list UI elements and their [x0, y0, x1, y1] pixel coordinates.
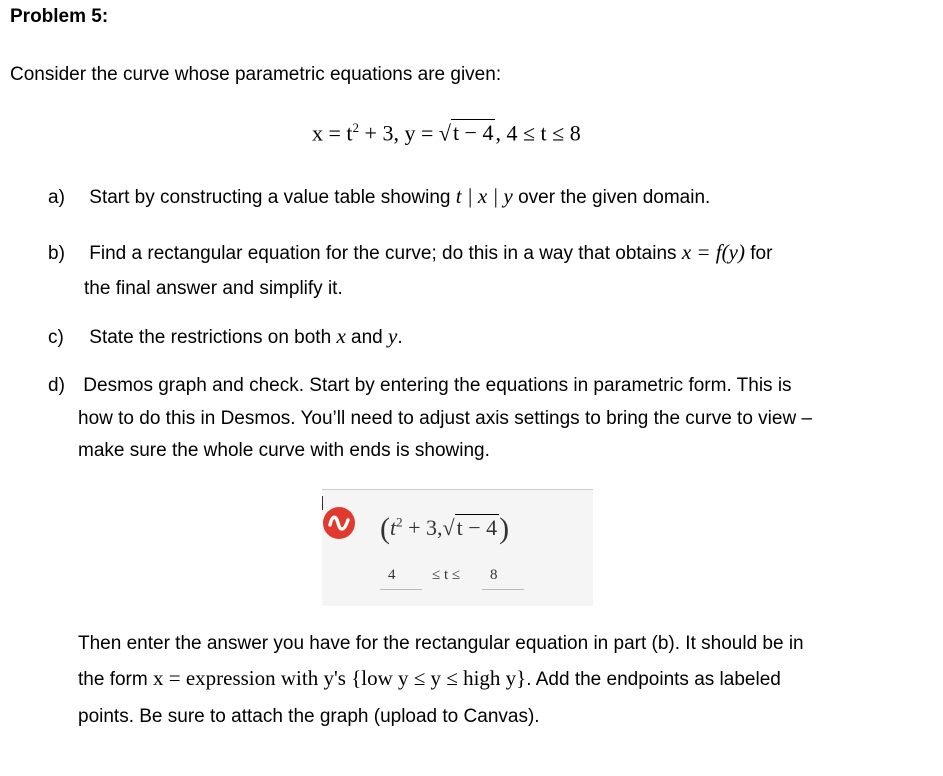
parametric-equation — [312, 120, 581, 146]
upper-bound-underline — [482, 589, 524, 590]
part-b-line1 — [48, 240, 772, 265]
lower-bound-underline — [380, 589, 422, 590]
eq-x-part: x = t — [312, 120, 353, 146]
closing-line1: Then enter the answer you have for the rectangular equation in part (b). It should be in — [78, 633, 804, 654]
desmos-inequality: ≤ t ≤ — [432, 567, 461, 583]
desmos-exponent: 2 — [396, 514, 403, 530]
part-c — [48, 324, 403, 349]
part-a-text-before: Start by constructing a value table showing — [89, 187, 451, 208]
part-d-line1-text: Desmos graph and check. Start by entering the equations in parametric form. This is — [83, 375, 792, 396]
part-b-text-before: Find a rectangular equation for the curve; do this in a way that obtains — [89, 243, 677, 264]
desmos-upper-bound[interactable]: 8 — [490, 567, 498, 583]
closing-line2-math: x = expression with y's {low y ≤ y ≤ high y} — [152, 666, 527, 690]
part-b-label: b) — [48, 243, 65, 264]
desmos-lower-bound[interactable]: 4 — [388, 567, 396, 583]
part-b-math: x = f(y) — [681, 240, 745, 264]
part-a-text-after: over the given domain. — [518, 187, 711, 208]
part-d-line1 — [48, 375, 792, 397]
desmos-mid: + 3, — [402, 515, 443, 540]
eq-radicand: t − 4 — [452, 120, 494, 146]
eq-radical: √ — [438, 120, 451, 146]
closing-line2 — [78, 666, 781, 691]
problem-title: Problem 5: — [10, 6, 109, 27]
part-c-label: c) — [48, 327, 64, 348]
desmos-radicand: t − 4 — [456, 515, 498, 540]
part-c-and: and — [351, 327, 383, 348]
closing-line3: points. Be sure to attach the graph (upload to Canvas). — [78, 706, 540, 727]
part-a-label: a) — [48, 187, 65, 208]
desmos-open-paren: ( — [380, 512, 390, 545]
part-d-line3: make sure the whole curve with ends is showing. — [78, 440, 490, 461]
part-c-end: . — [397, 327, 403, 348]
part-a-math: t | x | y — [455, 184, 513, 208]
closing-line2-before: the form — [78, 669, 148, 690]
part-c-math-y: y — [388, 324, 398, 348]
part-c-text-before: State the restrictions on both — [89, 327, 332, 348]
desmos-expression-panel — [322, 489, 593, 606]
part-a — [48, 184, 710, 209]
eq-x-rest: + 3, y = — [359, 120, 439, 146]
part-b-line2: the final answer and simplify it. — [84, 278, 343, 299]
desmos-logo-icon — [322, 506, 356, 540]
part-c-math-x: x — [336, 324, 346, 348]
part-d-label: d) — [48, 375, 65, 396]
closing-line2-after: . Add the endpoints as labeled — [526, 669, 781, 690]
part-b-text-after: for — [750, 243, 773, 264]
desmos-close-paren: ) — [499, 512, 510, 545]
eq-domain: , 4 ≤ t ≤ 8 — [495, 120, 581, 146]
part-d-line2: how to do this in Desmos. You’ll need to adjust axis settings to bring the curve to view – — [78, 408, 813, 429]
eq-x-exponent: 2 — [352, 120, 360, 135]
desmos-parametric-expression[interactable]: $(t^2 + 3,√t - 4)$ — [380, 512, 510, 545]
intro-text: Consider the curve whose parametric equations are given: — [10, 64, 502, 85]
desmos-t: t — [390, 515, 397, 540]
